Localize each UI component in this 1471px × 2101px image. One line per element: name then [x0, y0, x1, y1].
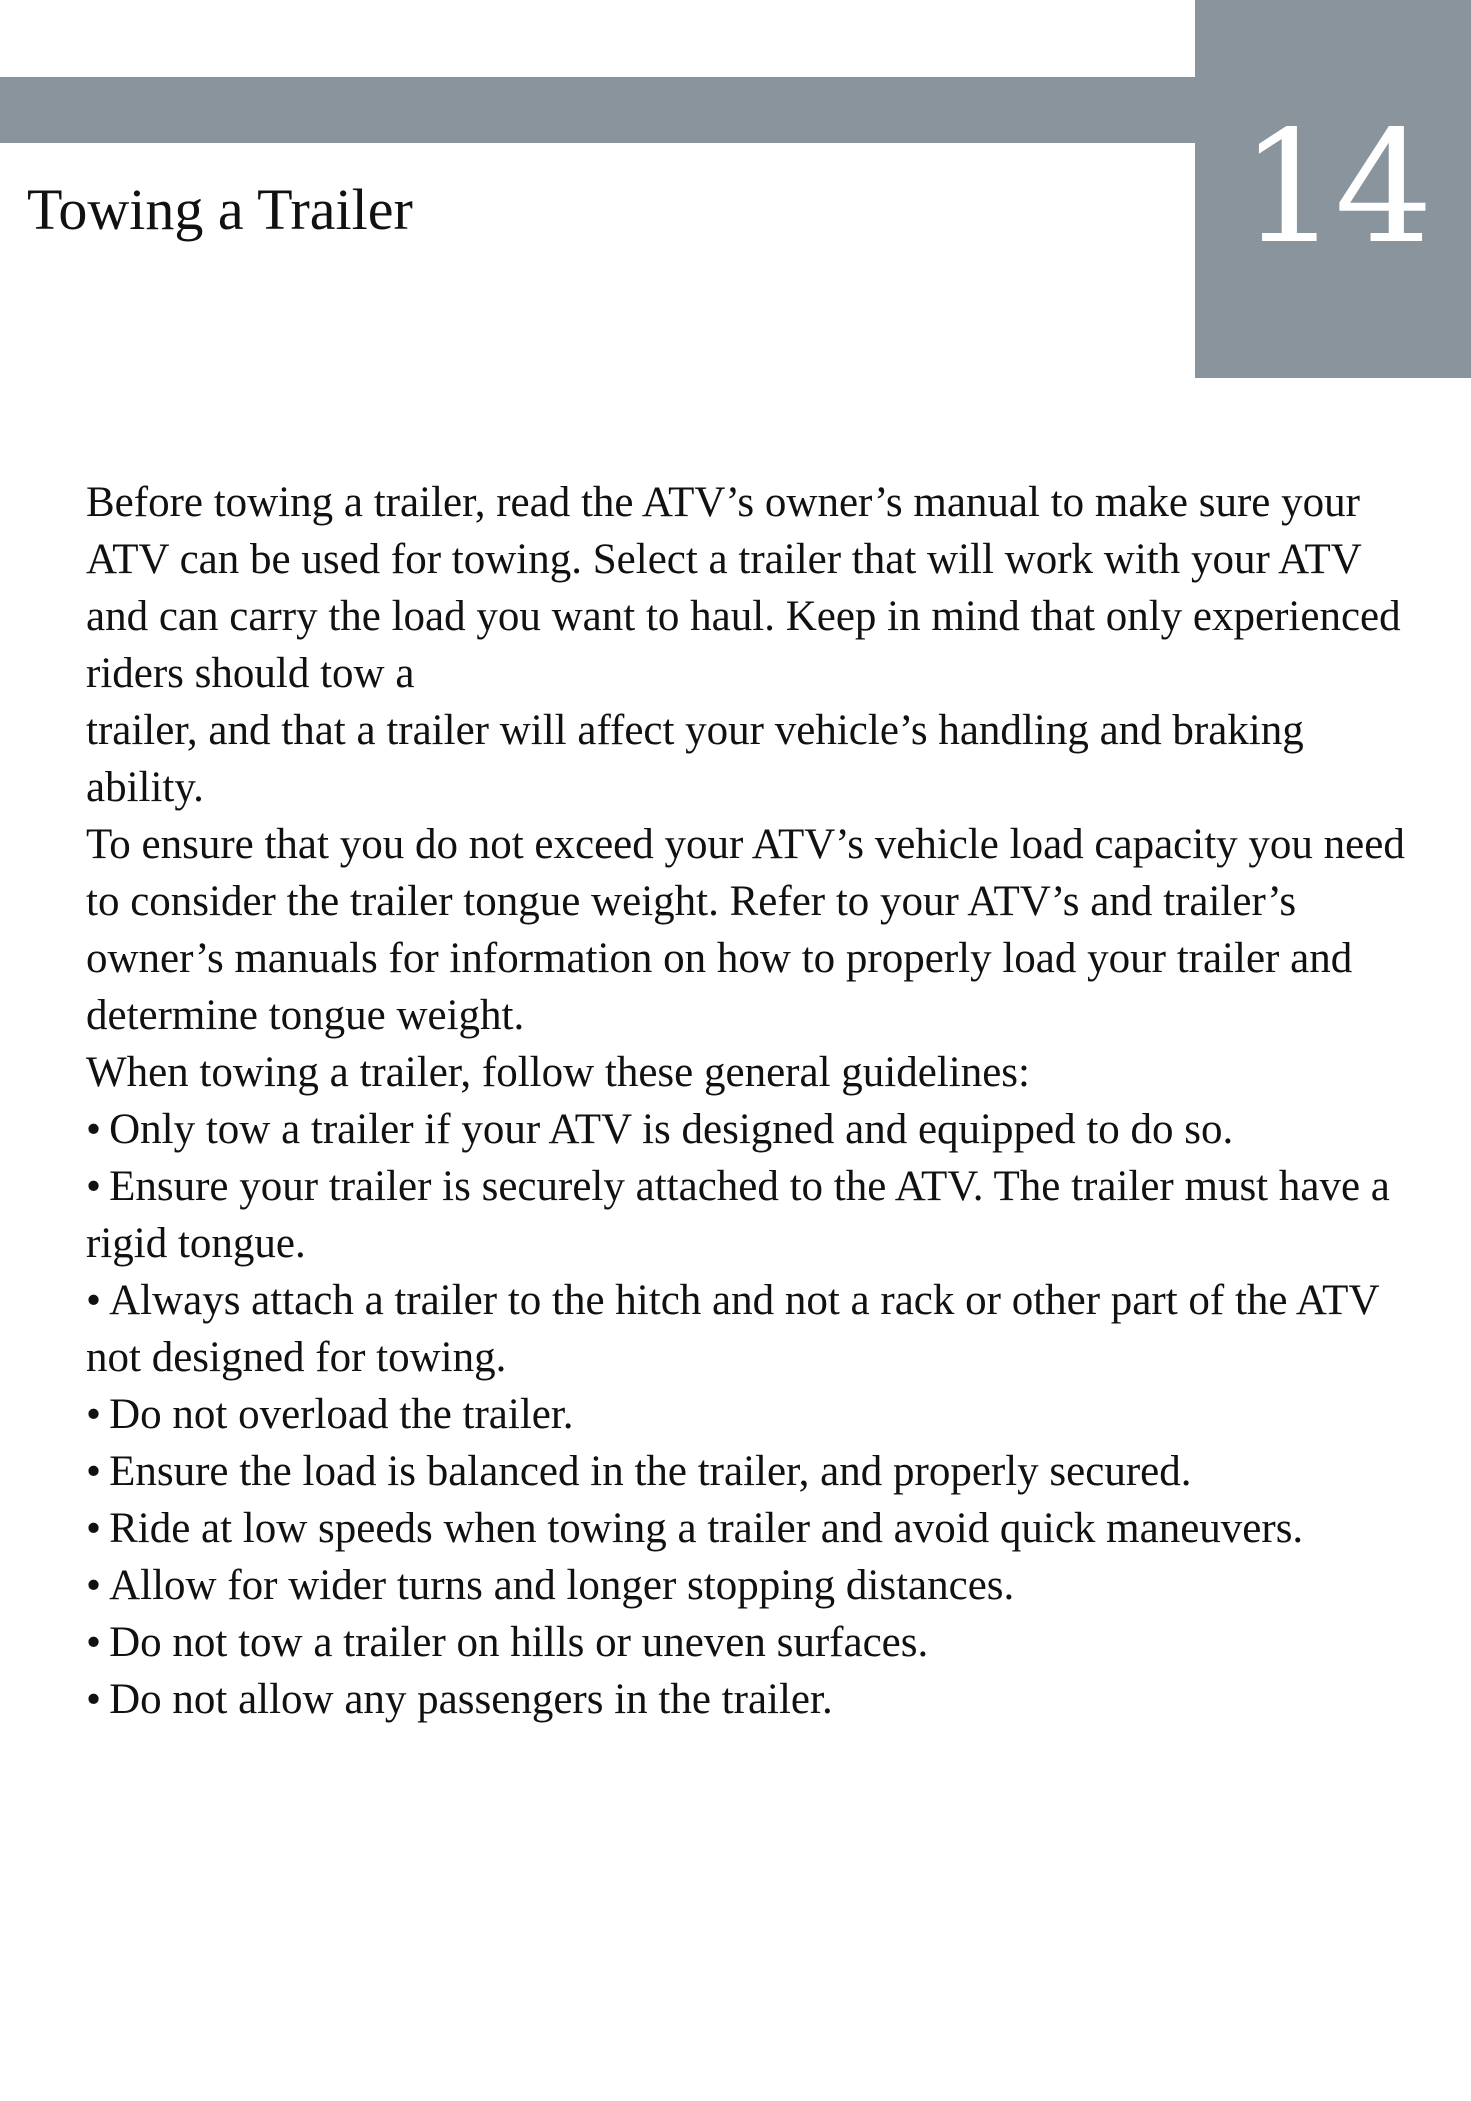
list-item	[86, 1614, 1416, 1671]
list-item	[86, 1272, 1416, 1386]
bullet-icon: •	[86, 1505, 102, 1552]
list-item-text: Always attach a trailer to the hitch and not a rack or other part of the ATV not designed for towing.	[86, 1277, 1379, 1381]
list-item	[86, 1101, 1416, 1158]
list-item	[86, 1158, 1416, 1272]
bullet-icon: •	[86, 1562, 102, 1609]
paragraph: trailer, and that a trailer will affect your vehicle’s handling and braking ability.	[86, 707, 1304, 811]
guidelines-intro: When towing a trailer, follow these general guidelines:	[86, 1049, 1030, 1096]
list-item	[86, 1386, 1416, 1443]
bullet-icon: •	[86, 1163, 102, 1210]
header-bar	[0, 77, 1195, 143]
list-item-text: Ride at low speeds when towing a trailer and avoid quick maneuvers.	[109, 1505, 1304, 1552]
paragraph: To ensure that you do not exceed your ATV’s vehicle load capacity you need to consider the trailer tongue weight. Refer to your ATV’s and trailer’s	[86, 821, 1405, 925]
bullet-icon: •	[86, 1277, 102, 1324]
paragraph: and can carry the load you want to haul. Keep in mind that only experienced riders should tow a	[86, 593, 1401, 697]
list-item	[86, 1557, 1416, 1614]
list-item	[86, 1671, 1416, 1728]
list-item-text: Do not tow a trailer on hills or uneven surfaces.	[109, 1619, 929, 1666]
list-item-text: Do not allow any passengers in the trailer.	[109, 1676, 833, 1723]
list-item-text: Ensure your trailer is securely attached to the ATV. The trailer must have a rigid tongue.	[86, 1163, 1390, 1267]
bullet-icon: •	[86, 1391, 102, 1438]
list-item-text: Do not overload the trailer.	[109, 1391, 574, 1438]
guidelines-list	[86, 1101, 1416, 1728]
paragraph: owner’s manuals for information on how to properly load your trailer and determine tongue weight.	[86, 935, 1353, 1039]
bullet-icon: •	[86, 1448, 102, 1495]
bullet-icon: •	[86, 1676, 102, 1723]
list-item-text: Allow for wider turns and longer stopping distances.	[109, 1562, 1015, 1609]
bullet-icon: •	[86, 1106, 102, 1153]
list-item-text: Only tow a trailer if your ATV is designed and equipped to do so.	[109, 1106, 1234, 1153]
page-title: Towing a Trailer	[27, 177, 413, 242]
paragraph: Before towing a trailer, read the ATV’s owner’s manual to make sure your ATV can be used for towing. Select a trailer that will work with your ATV	[86, 479, 1362, 583]
bullet-icon: •	[86, 1619, 102, 1666]
chapter-number: 14	[1240, 97, 1430, 278]
list-item	[86, 1443, 1416, 1500]
list-item-text: Ensure the load is balanced in the trailer, and properly secured.	[109, 1448, 1192, 1495]
list-item	[86, 1500, 1416, 1557]
body-content	[86, 474, 1416, 1728]
